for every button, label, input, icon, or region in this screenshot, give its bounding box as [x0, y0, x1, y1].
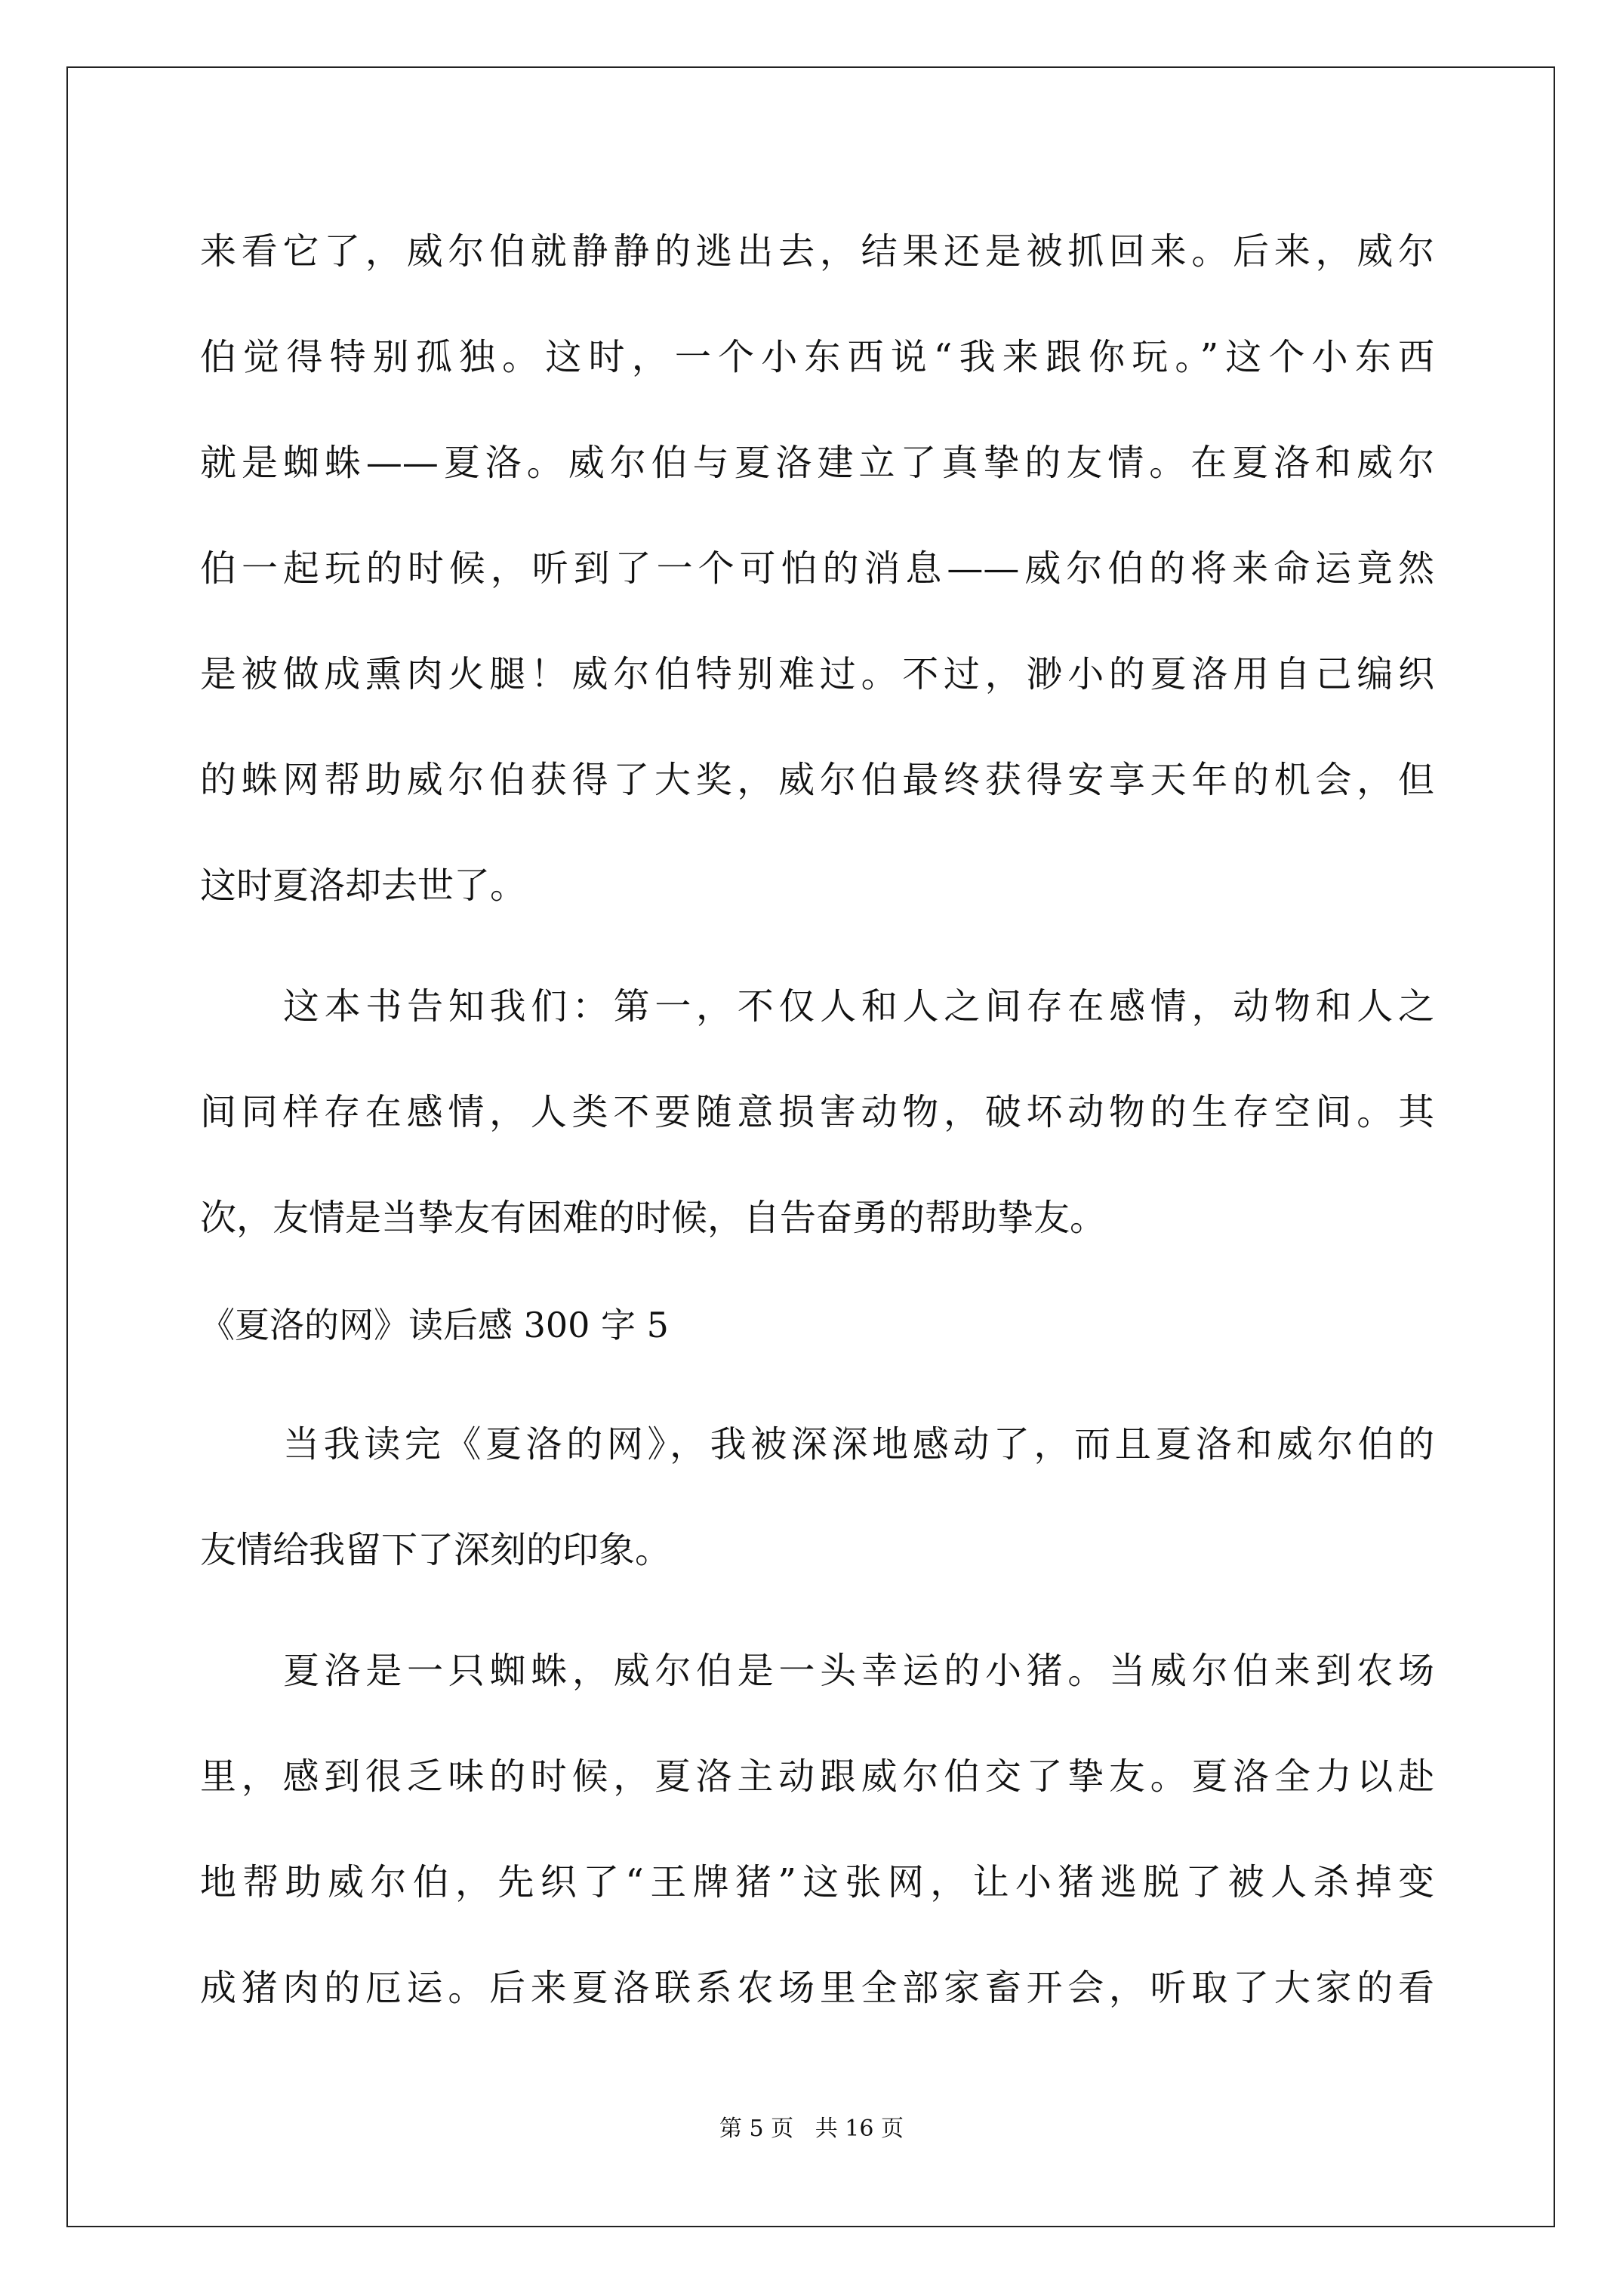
- text-line: 来看它了，威尔伯就静静的逃出去，结果还是被抓回来。后来，威尔: [200, 230, 1434, 273]
- text-line: 的蛛网帮助威尔伯获得了大奖，威尔伯最终获得安享天年的机会，但: [200, 759, 1434, 801]
- text-line: 这时夏洛却去世了。: [200, 864, 527, 907]
- text-line: 就是蜘蛛——夏洛。威尔伯与夏洛建立了真挚的友情。在夏洛和威尔: [200, 442, 1434, 484]
- text-line: 是被做成熏肉火腿！威尔伯特别难过。不过，渺小的夏洛用自己编织: [200, 653, 1434, 695]
- page-number-footer: 第 5 页 共 16 页: [719, 2116, 904, 2142]
- text-line: 间同样存在感情，人类不要随意损害动物，破坏动物的生存空间。其: [200, 1091, 1434, 1133]
- text-line: 伯一起玩的时候，听到了一个可怕的消息——威尔伯的将来命运竟然: [200, 547, 1434, 590]
- text-line: 这本书告知我们：第一，不仅人和人之间存在感情，动物和人之: [283, 985, 1434, 1028]
- text-line: 地帮助威尔伯，先织了“王牌猪”这张网，让小猪逃脱了被人杀掉变: [200, 1861, 1434, 1903]
- text-line: 里，感到很乏味的时候，夏洛主动跟威尔伯交了挚友。夏洛全力以赴: [200, 1755, 1434, 1798]
- text-line: 当我读完《夏洛的网》，我被深深地感动了，而且夏洛和威尔伯的: [283, 1423, 1434, 1465]
- text-line: 夏洛是一只蜘蛛，威尔伯是一头幸运的小猪。当威尔伯来到农场: [283, 1650, 1434, 1692]
- text-line: 友情给我留下了深刻的印象。: [200, 1529, 672, 1571]
- text-line: 成猪肉的厄运。后来夏洛联系农场里全部家畜开会，听取了大家的看: [200, 1967, 1434, 2009]
- section-heading: 《夏洛的网》读后感 300 字 5: [200, 1305, 669, 1345]
- text-line: 次，友情是当挚友有困难的时候，自告奋勇的帮助挚友。: [200, 1197, 1107, 1239]
- text-line: 伯觉得特别孤独。这时，一个小东西说“我来跟你玩。”这个小东西: [200, 336, 1434, 378]
